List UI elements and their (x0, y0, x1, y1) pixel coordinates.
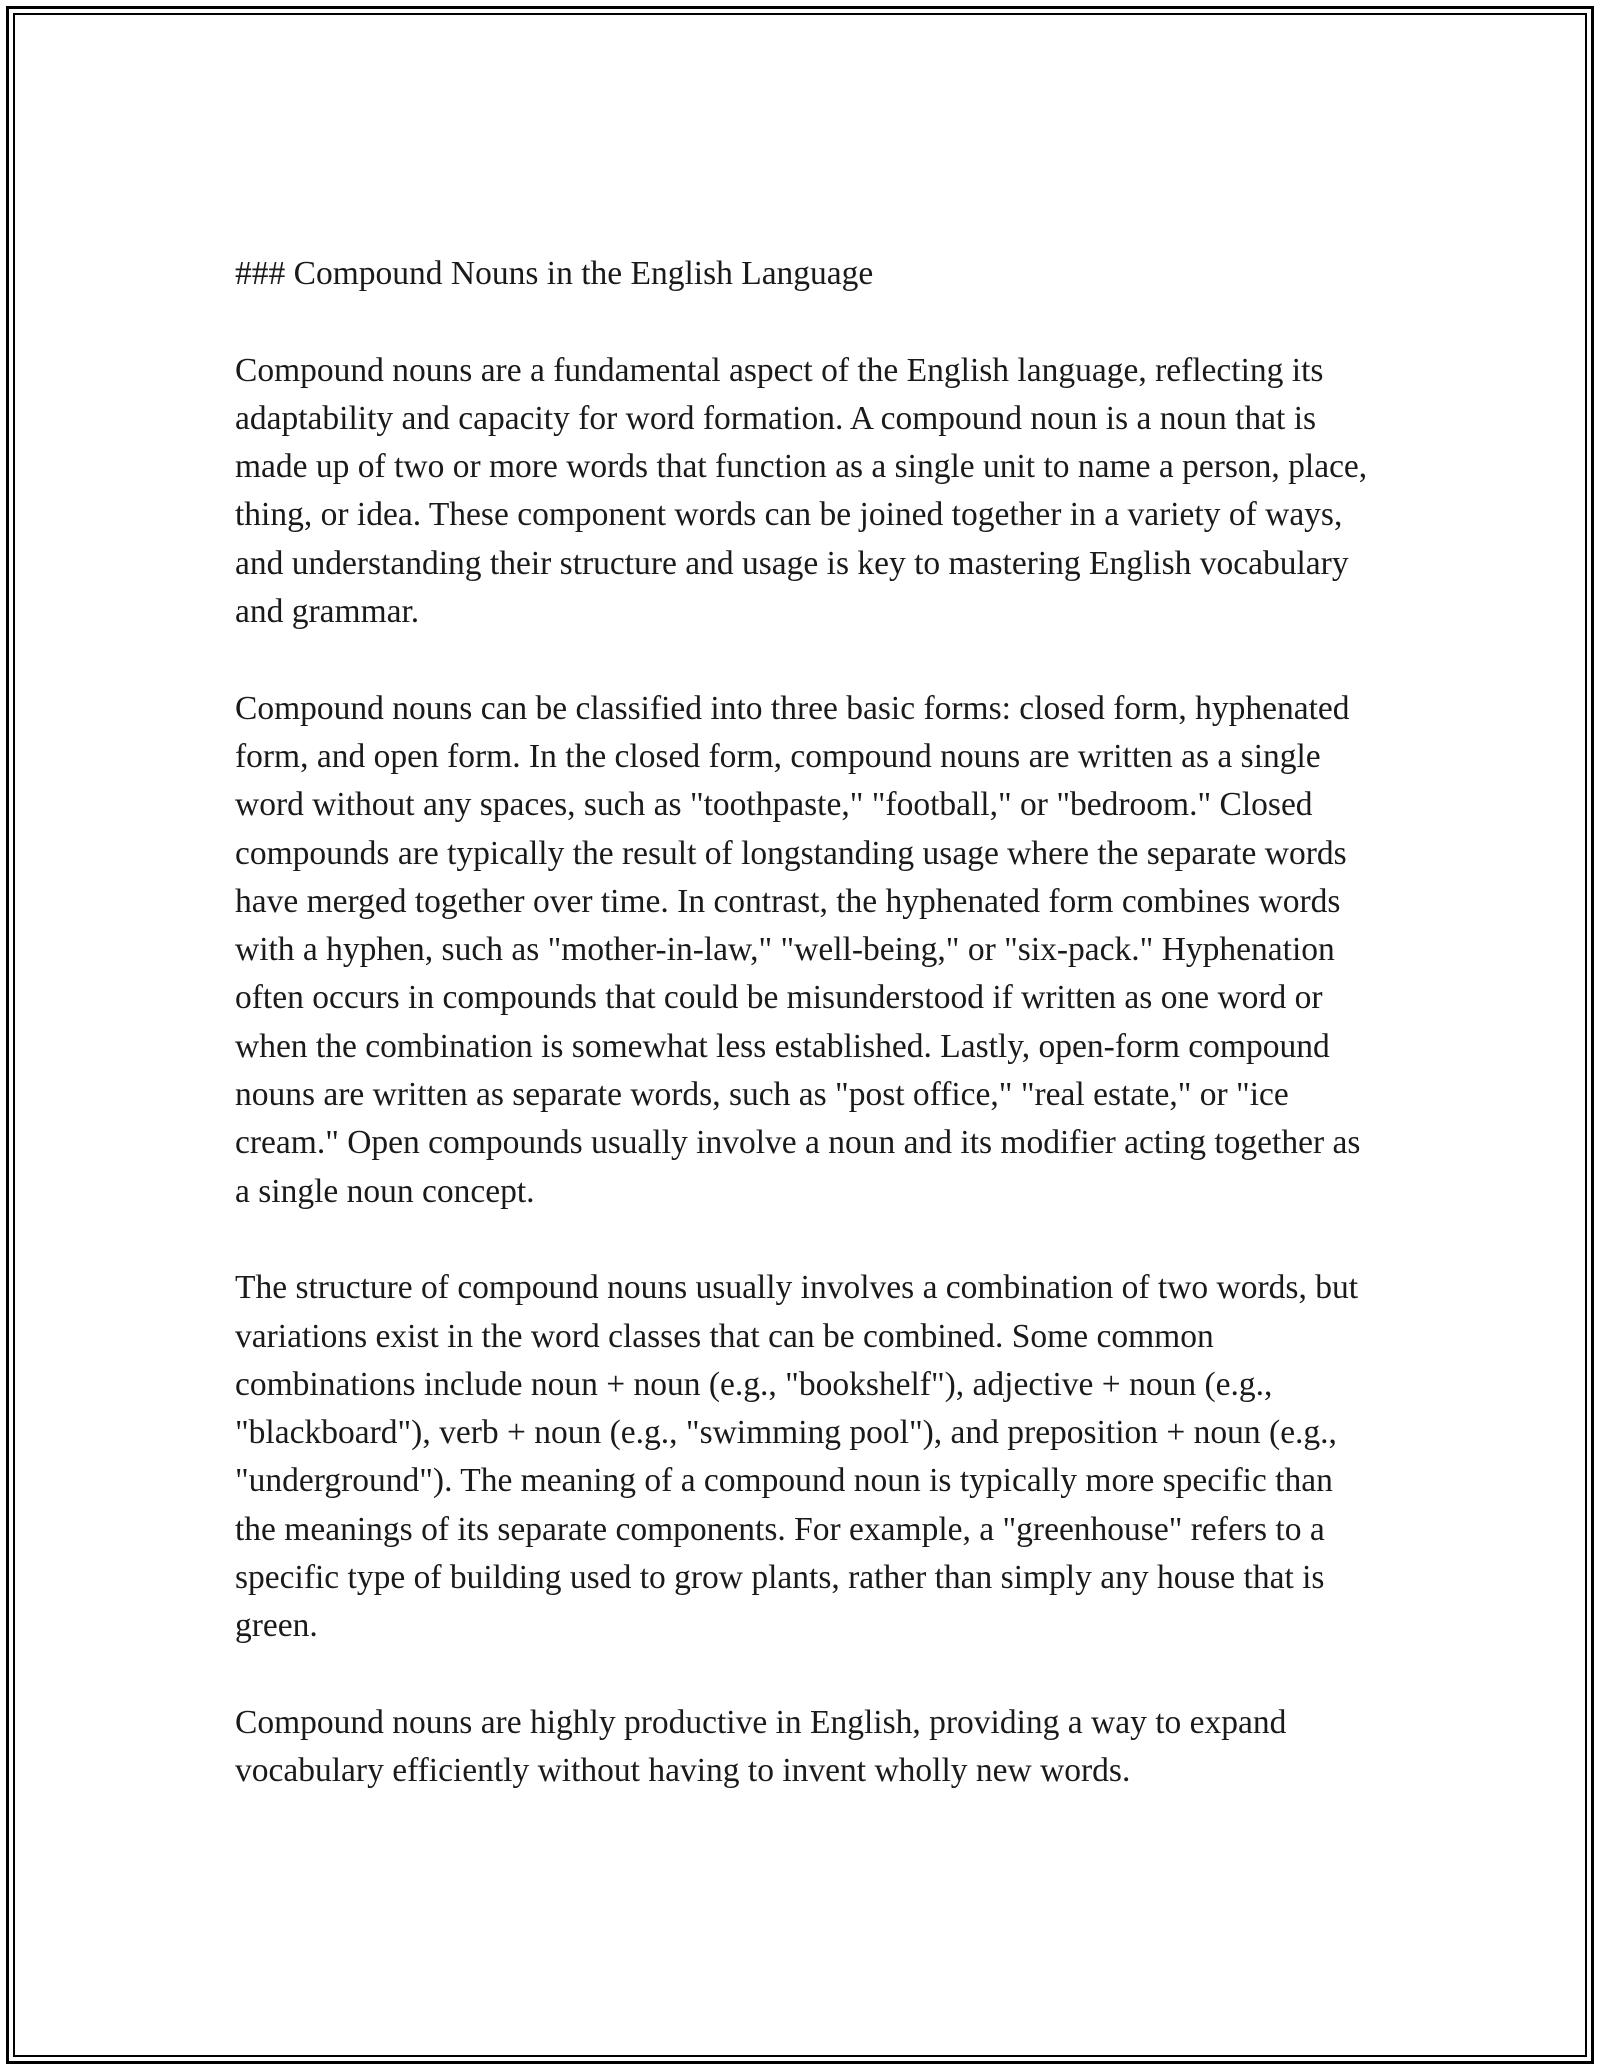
paragraph-3: The structure of compound nouns usually involves a combination of two words, but variations exist in the word classes that can be combined. Some common combinations include noun + noun (e.g., "bookshelf"), adjective + noun (e.g., "blackboard"), verb + noun (e.g., "swimming pool"), and preposition + noun (e.g., "underground"). The meaning of a compound noun is typically more specific than the meanings of its separate components. For example, a "greenhouse" refers to a specific type of building used to grow plants, rather than simply any house that is green. (235, 1269, 1359, 1645)
document-heading: ### Compound Nouns in the English Language (235, 255, 874, 292)
document-body (235, 250, 1375, 1796)
paragraph-1: Compound nouns are a fundamental aspect of the English language, reflecting its adaptability and capacity for word formation. A compound noun is a noun that is made up of two or more words that function as a single unit to name a person, place, thing, or idea. These component words can be joined together in a variety of ways, and understanding their structure and usage is key to mastering English vocabulary and grammar. (235, 351, 1368, 631)
paragraph-4: Compound nouns are highly productive in English, providing a way to expand vocabulary efficiently without having to invent wholly new words. (235, 1703, 1287, 1790)
paragraph-2: Compound nouns can be classified into three basic forms: closed form, hyphenated form, and open form. In the closed form, compound nouns are written as a single word without any spaces, such as "toothpaste," "football," or "bedroom." Closed compounds are typically the result of longstanding usage where the separate words have merged together over time. In contrast, the hyphenated form combines words with a hyphen, such as "mother-in-law," "well-being," or "six-pack." Hyphenation often occurs in compounds that could be misunderstood if written as one word or when the combination is somewhat less established. Lastly, open-form compound nouns are written as separate words, such as "post office," "real estate," or "ice cream." Open compounds usually involve a noun and its modifier acting together as a single noun concept. (235, 689, 1361, 1210)
